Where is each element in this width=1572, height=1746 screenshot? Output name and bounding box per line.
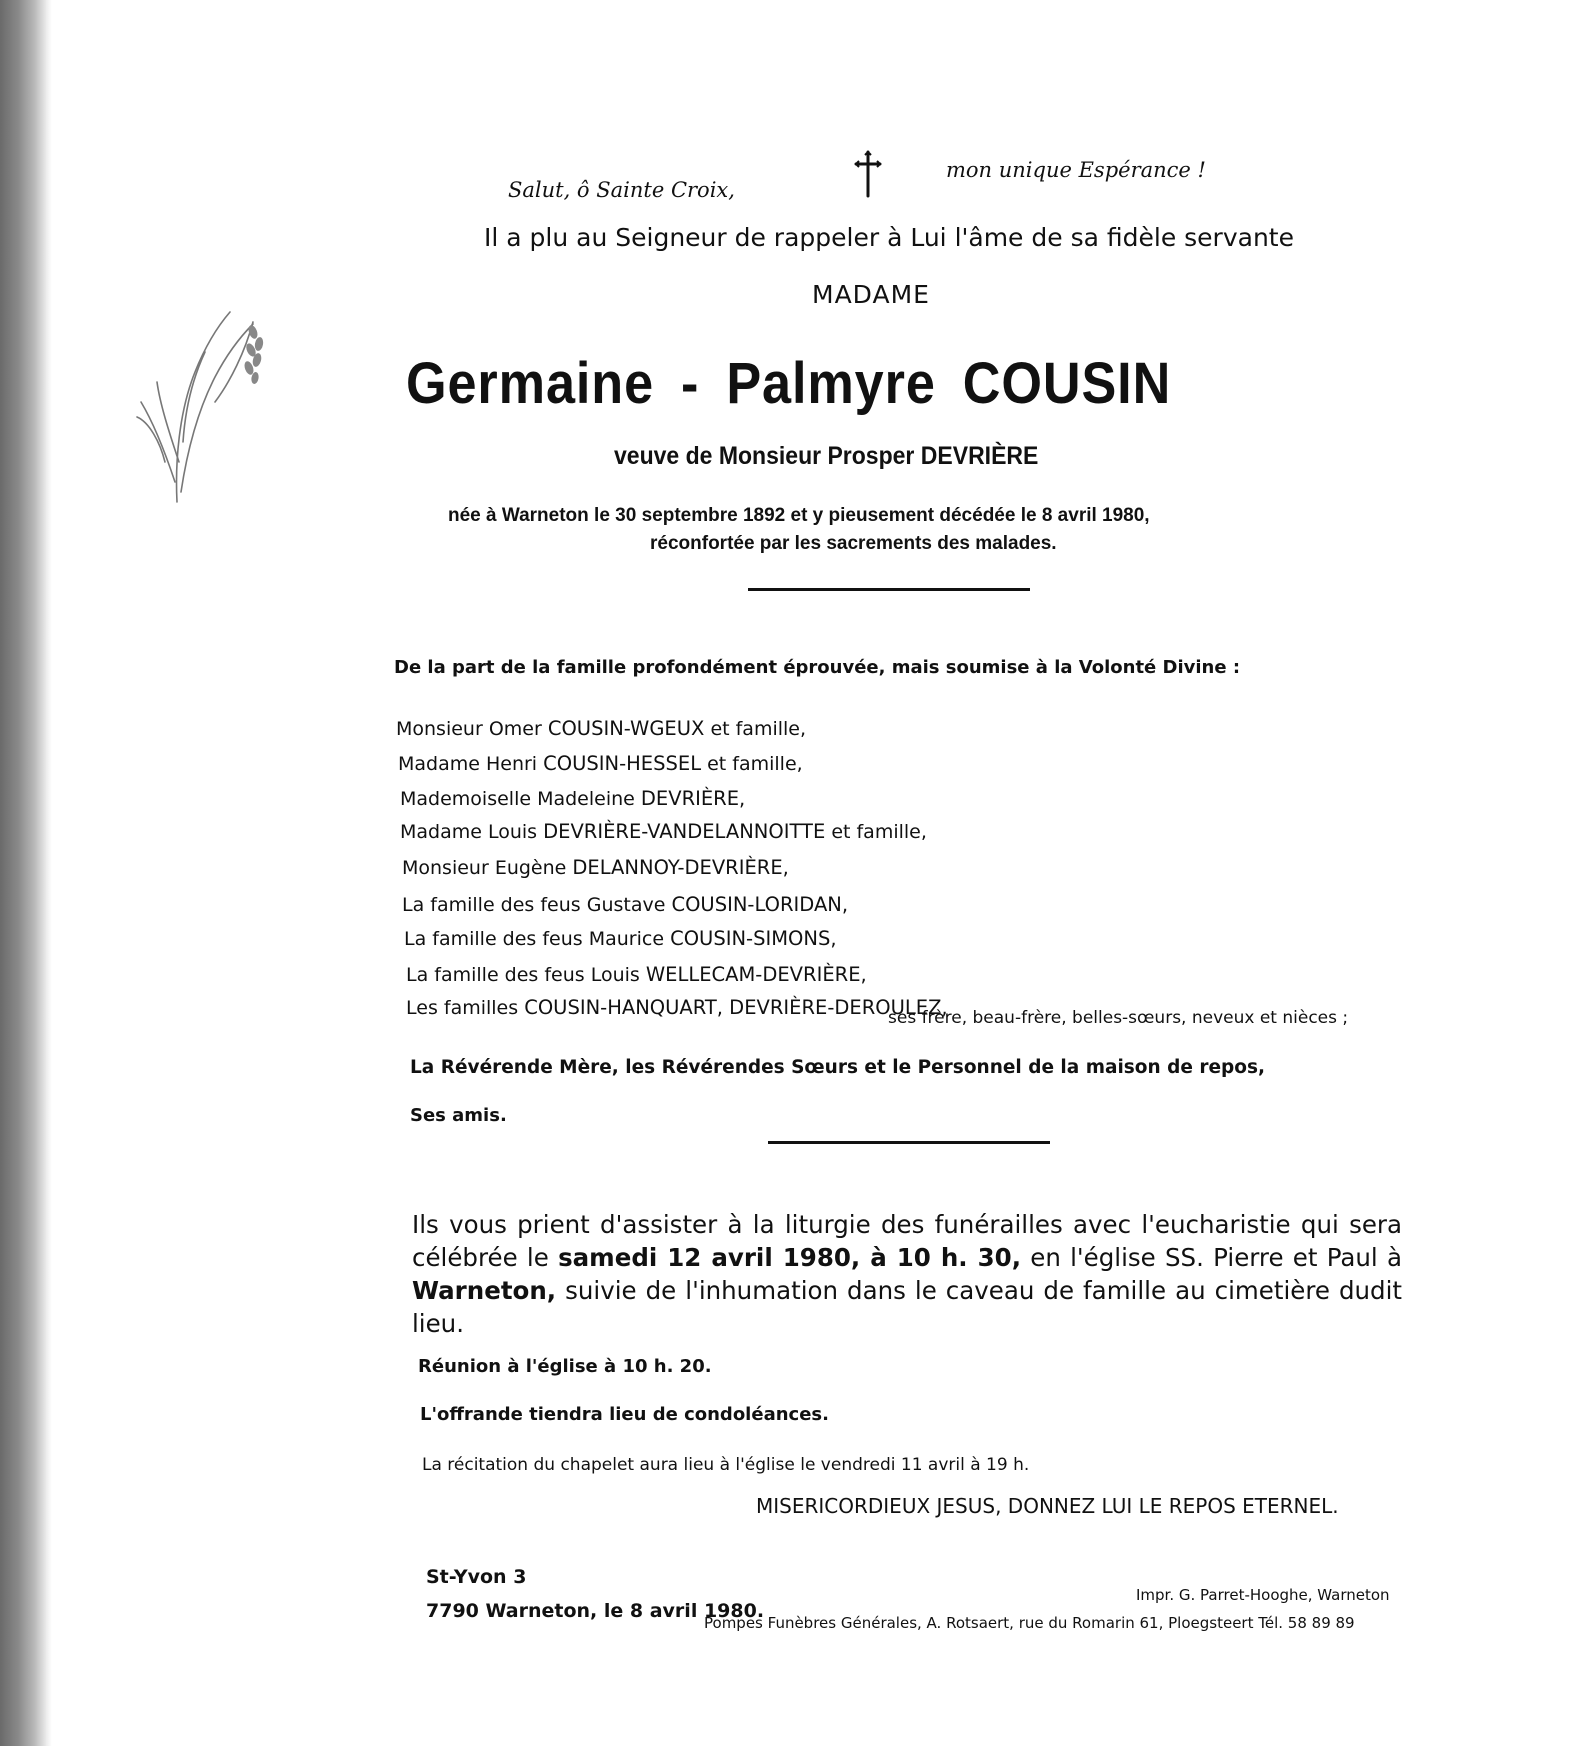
printer-credit: Impr. G. Parret-Hooghe, Warneton [1136, 1586, 1390, 1604]
member-suffix: et famille, [831, 821, 927, 843]
family-member [402, 893, 848, 916]
intro-line: Il a plu au Seigneur de rappeler à Lui l'âme de sa fidèle servante [484, 223, 1294, 252]
member-prefix: Mademoiselle Madeleine [400, 788, 635, 810]
deceased-name [406, 350, 1171, 417]
sisters-line: La Révérende Mère, les Révérendes Sœurs et le Personnel de la maison de repos, [410, 1057, 1266, 1078]
title-madame: MADAME [812, 280, 930, 309]
second-name: Palmyre [726, 351, 936, 416]
widow-line: veuve de Monsieur Prosper DEVRIÈRE [614, 442, 1039, 470]
liturgy-text-1: Ils vous prient d'assister à la liturgie des funérailles avec l'eucharistie qui sera célébrée le [412, 1210, 1402, 1272]
name-dash: - [681, 351, 700, 416]
member-prefix: Madame Henri [398, 753, 538, 775]
family-member [402, 856, 789, 879]
liturgy-paragraph [412, 1208, 1402, 1340]
friends-line: Ses amis. [410, 1105, 507, 1126]
family-member [406, 996, 948, 1019]
member-prefix: Les familles [406, 997, 519, 1019]
salutation-right: mon unique Espérance ! [946, 158, 1206, 182]
member-prefix: Monsieur Omer [396, 718, 542, 740]
offering-line: L'offrande tiendra lieu de condoléances. [420, 1404, 829, 1425]
liturgy-text-2: en l'église SS. Pierre et Paul à [1030, 1243, 1402, 1272]
member-suffix: et famille, [707, 753, 803, 775]
member-name: COUSIN-HANQUART, DEVRIÈRE-DEROULEZ, [524, 996, 948, 1019]
member-name: DEVRIÈRE-VANDELANNOITTE [543, 820, 826, 843]
family-member [400, 787, 745, 810]
member-prefix: La famille des feus Gustave [402, 894, 666, 916]
member-name: DEVRIÈRE, [640, 787, 746, 810]
cross-icon [848, 150, 888, 198]
funeral-date: samedi 12 avril 1980, à 10 h. 30, [558, 1243, 1021, 1272]
family-member [404, 927, 837, 950]
family-intro: De la part de la famille profondément éprouvée, mais soumise à la Volonté Divine : [394, 657, 1241, 678]
funeral-place: Warneton, [412, 1276, 557, 1305]
family-member [398, 752, 803, 775]
funeral-home: Pompes Funèbres Générales, A. Rotsaert, rue du Romarin 61, Ploegsteert Tél. 58 89 89 [704, 1614, 1355, 1632]
salutation-left: Salut, ô Sainte Croix, [508, 178, 735, 202]
divider-bottom [768, 1141, 1050, 1144]
member-prefix: Monsieur Eugène [402, 857, 567, 879]
family-member [396, 717, 806, 740]
member-name: COUSIN-WGEUX [547, 717, 705, 740]
family-member [400, 820, 927, 843]
wheat-ear-icon [135, 292, 290, 507]
member-name: WELLECAM-DEVRIÈRE, [645, 963, 867, 986]
member-prefix: La famille des feus Louis [406, 964, 640, 986]
member-prefix: La famille des feus Maurice [404, 928, 665, 950]
divider-top [748, 588, 1030, 591]
member-suffix: et famille, [710, 718, 807, 740]
family-member [406, 963, 867, 986]
meeting-line: Réunion à l'église à 10 h. 20. [418, 1356, 712, 1377]
scan-edge-shadow [0, 0, 46, 1746]
member-prefix: Madame Louis [400, 821, 538, 843]
family-relation: ses frère, beau-frère, belles-sœurs, neveux et nièces ; [888, 1008, 1349, 1028]
rosary-line: La récitation du chapelet aura lieu à l'église le vendredi 11 avril à 19 h. [422, 1455, 1030, 1475]
address-line-1: St-Yvon 3 [426, 1566, 527, 1588]
member-name: COUSIN-HESSEL [543, 752, 702, 775]
member-name: COUSIN-LORIDAN, [671, 893, 849, 916]
first-name: Germaine [406, 351, 655, 416]
liturgy-text-3: suivie de l'inhumation dans le caveau de famille au cimetière dudit lieu. [412, 1276, 1402, 1338]
comfort-line: réconfortée par les sacrements des malades. [650, 533, 1057, 554]
member-name: DELANNOY-DEVRIÈRE, [572, 856, 789, 879]
member-name: COUSIN-SIMONS, [670, 927, 837, 950]
surname: COUSIN [962, 351, 1172, 416]
birth-death-line: née à Warneton le 30 septembre 1892 et y pieusement décédée le 8 avril 1980, [448, 505, 1150, 526]
address-line-2: 7790 Warneton, le 8 avril 1980. [426, 1600, 765, 1622]
prayer-line: MISERICORDIEUX JESUS, DONNEZ LUI LE REPOS ETERNEL. [756, 1494, 1339, 1518]
